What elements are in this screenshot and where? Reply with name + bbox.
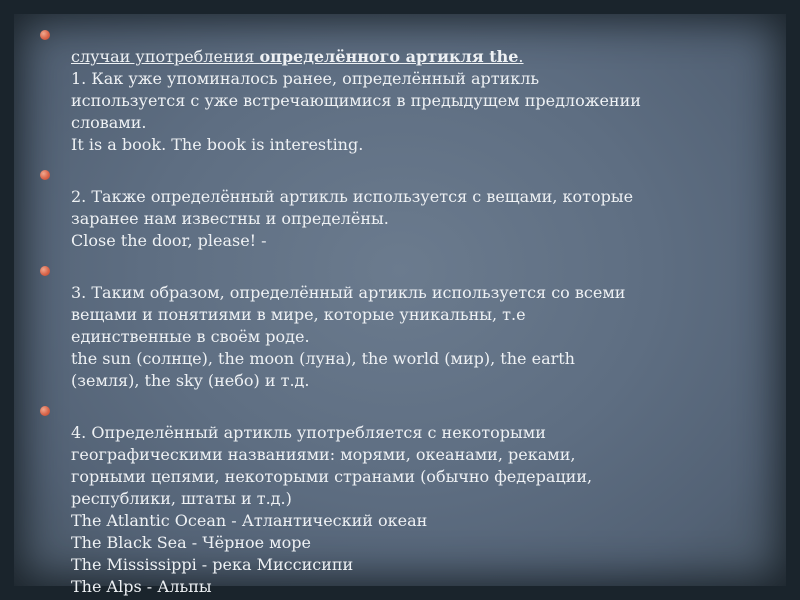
bullet-icon [40, 266, 50, 276]
bullet-item-1 [40, 24, 750, 156]
heading-intro: случаи употребления [71, 47, 260, 66]
item-2-text: 2. Также определённый артикль используется с вещами, которые заранее нам известны и определёны. Close the door, please! - [71, 187, 634, 250]
heading-bold: определённого артикля the [259, 47, 519, 66]
item-1-text: 1. Как уже упоминалось ранее, определённый артикль используется с уже встречающимися в предыдущем предложении словами. It is a book. The book is interesting. [71, 69, 641, 154]
bullet-icon [40, 170, 50, 180]
bullet-item-3 [40, 260, 750, 392]
item-4-text: 4. Определённый артикль употребляется с некоторыми географическими названиями: морями, океанами, реками, горными цепями, некоторыми странами (обычно федерации, республики, штаты и т.д.) The Atlantic Ocean - Атлантический океан The Black Sea - Чёрное море The Mississippi - река Миссисипи The Alps - Альпы [71, 423, 593, 596]
slide-content [40, 24, 750, 600]
bullet-item-2 [40, 164, 750, 252]
heading-line [71, 47, 524, 66]
bullet-icon [40, 30, 50, 40]
bullet-item-4 [40, 400, 750, 598]
bullet-icon [40, 406, 50, 416]
heading-period: . [518, 47, 524, 66]
item-3-text: 3. Таким образом, определённый артикль используется со всеми вещами и понятиями в мире, которые уникальны, т.е единственные в своём роде. the sun (солнце), the moon (луна), the world (мир), the earth (земля), the sky (небо) и т.д. [71, 283, 626, 390]
